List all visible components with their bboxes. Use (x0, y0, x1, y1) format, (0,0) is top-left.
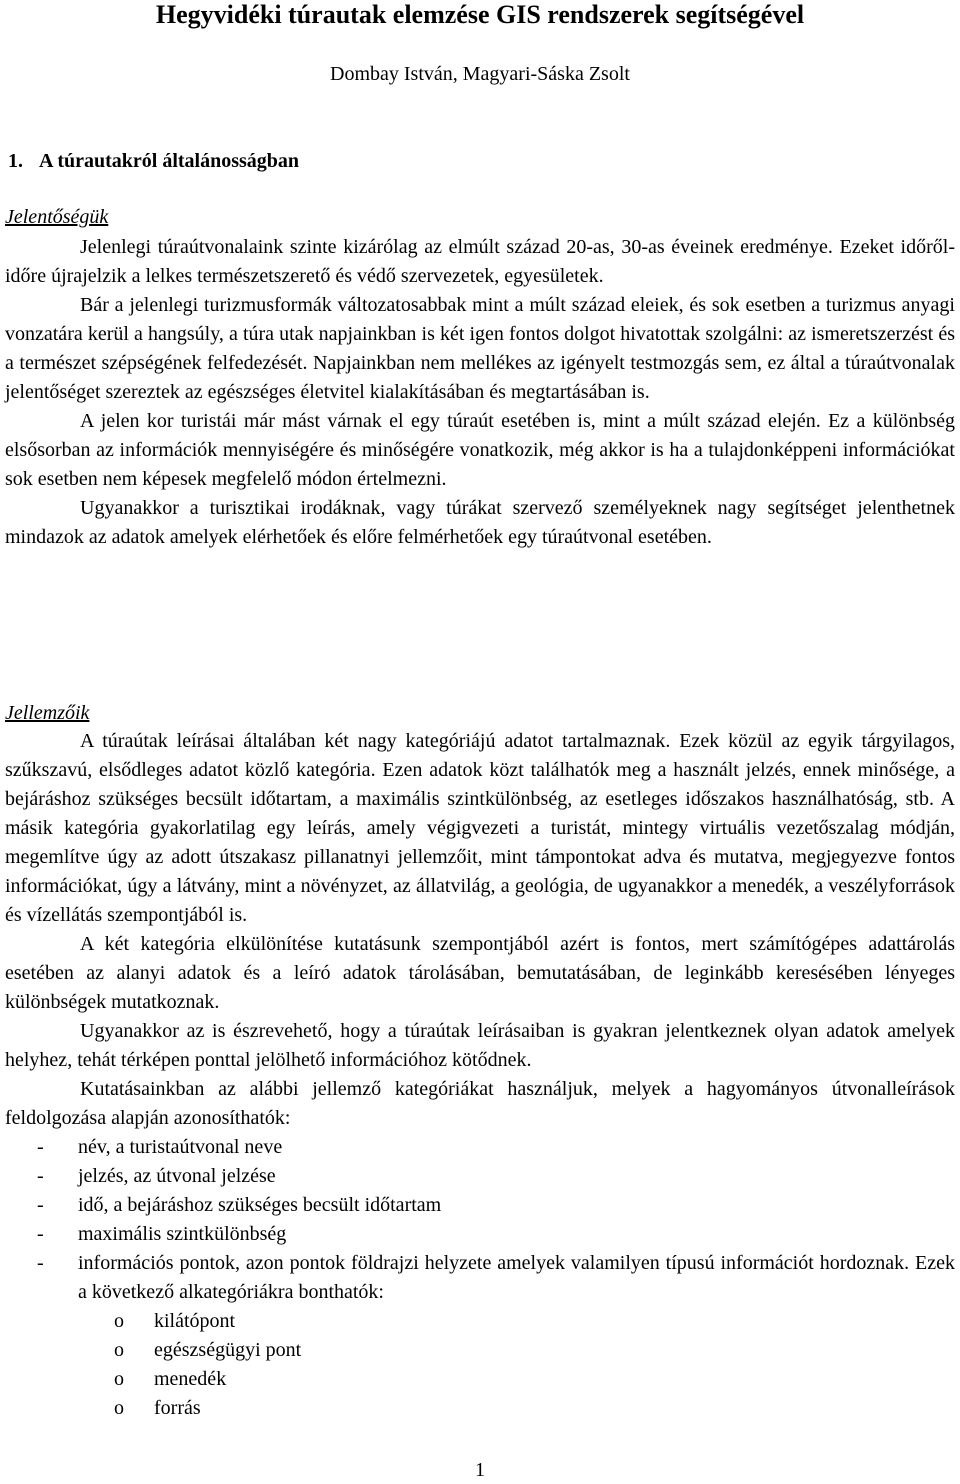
dash-bullet: - (37, 1165, 44, 1187)
list-item-text: információs pontok, azon pontok földrajzi helyzete amelyek valamilyen típusú információt hordoznak. Ezek a következő alkategóriákra bonthatók: (78, 1252, 955, 1303)
section-title: A túrautakról általánosságban (39, 150, 300, 172)
authors-line: Dombay István, Magyari-Sáska Zsolt (330, 63, 630, 85)
paragraph: A túraútak leírásai általában két nagy kategóriájú adatot tartalmaznak. Ezek közül az egyik tárgyilagos, szűkszavú, elsődleges adatot közlő kategória. Ezen adatok közt találhatók meg a használt jelzés, ennek minősége, a bejáráshoz szükséges becsült időtartam, a maximális szintkülönbség, az esetleges időszakos használhatóság, stb. A másik kategória gyakorlatilag egy leírás, amely végigvezeti a turistát, mintegy virtuális vezetőszalag módján, megemlítve úgy az adott útszakasz pillanatnyi jellemzőit, mint támpontokat adva és mutatva, megjegyezve fontos információkat, úgy a látvány, mint a növényzet, az állatvilág, a geológia, de ugyanakkor a menedék, a veszélyforrások és vízellátás szempontjából is. (5, 730, 955, 926)
category-list (5, 1133, 955, 1307)
list-item-text: jelzés, az útvonal jelzése (78, 1165, 276, 1187)
circle-bullet: o (114, 1397, 124, 1419)
page-number: 1 (475, 1459, 485, 1481)
subheading-jellemzoik: Jellemzőik (5, 702, 90, 724)
section-heading (8, 149, 299, 173)
circle-bullet: o (114, 1339, 124, 1361)
subcategory-list (5, 1307, 955, 1423)
sublist-item-text: menedék (154, 1368, 227, 1390)
paragraph: Bár a jelenlegi turizmusformák változatosabbak mint a múlt század eleiek, és sok esetben a turizmus anyagi vonzatára kerül a hangsúly, a túra utak napjainkban is két igen fontos dolgot hivatottak szolgálni: az ismeretszerzést és a természet szépségének felfedezését. Napjainkban nem mellékes az igényelt testmozgás sem, ez által a túraútvonalak jelentőséget szereztek az egészséges életvitel kialakításában és megtartásában is. (5, 294, 955, 403)
list-item (5, 1191, 955, 1220)
sublist-item-text: kilátópont (154, 1310, 236, 1332)
dash-bullet: - (37, 1194, 44, 1216)
subheading-jelentoseguk: Jelentőségük (5, 206, 109, 228)
dash-bullet: - (37, 1223, 44, 1245)
jelentoseguk-body (5, 233, 955, 552)
paragraph: Ugyanakkor a turisztikai irodáknak, vagy túrákat szervező személyeknek nagy segítséget jelenthetnek mindazok az adatok amelyek elérhetőek és előre felmérhetőek egy túraútvonal esetében. (5, 497, 955, 548)
sublist-item (5, 1307, 955, 1336)
list-item (5, 1249, 955, 1307)
sublist-item (5, 1365, 955, 1394)
paragraph: Ugyanakkor az is észrevehető, hogy a túraútak leírásaiban is gyakran jelentkeznek olyan adatok amelyek helyhez, tehát térképen ponttal jelölhető információhoz kötődnek. (5, 1020, 955, 1071)
list-item (5, 1220, 955, 1249)
sublist-item-text: egészségügyi pont (154, 1339, 302, 1361)
section-number: 1. (8, 150, 23, 172)
dash-bullet: - (37, 1136, 44, 1158)
list-item-text: név, a turistaútvonal neve (78, 1136, 283, 1158)
list-item (5, 1133, 955, 1162)
sublist-item-text: forrás (154, 1397, 201, 1419)
paragraph: A jelen kor turistái már mást várnak el egy túraút esetében is, mint a múlt század elején. Ez a különbség elsősorban az információk mennyiségére és minőségére vonatkozik, még akkor is ha a tulajdonképpeni információkat sok esetben nem képesek megfelelő módon értelmezni. (5, 410, 955, 490)
list-item-text: maximális szintkülönbség (78, 1223, 287, 1245)
circle-bullet: o (114, 1368, 124, 1390)
document-title: Hegyvidéki túrautak elemzése GIS rendszerek segítségével (155, 0, 805, 29)
sublist-item (5, 1336, 955, 1365)
list-item-text: idő, a bejáráshoz szükséges becsült időtartam (78, 1194, 442, 1216)
paragraph: Jelenlegi túraútvonalaink szinte kizárólag az elmúlt század 20-as, 30-as éveinek eredménye. Ezeket időről-időre újrajelzik a lelkes természetszerető és védő szervezetek, egyesületek. (5, 236, 955, 287)
paragraph: A két kategória elkülönítése kutatásunk szempontjából azért is fontos, mert számítógépes adattárolás esetében az alanyi adatok és a leíró adatok tárolásában, bemutatásában, de leginkább keresésében lényeges különbségek mutatkoznak. (5, 933, 955, 1013)
paragraph: Kutatásainkban az alábbi jellemző kategóriákat használjuk, melyek a hagyományos útvonalleírások feldolgozása alapján azonosíthatók: (5, 1078, 955, 1129)
list-item (5, 1162, 955, 1191)
dash-bullet: - (37, 1252, 44, 1274)
sublist-item (5, 1394, 955, 1423)
circle-bullet: o (114, 1310, 124, 1332)
jellemzoik-body (5, 727, 955, 1423)
